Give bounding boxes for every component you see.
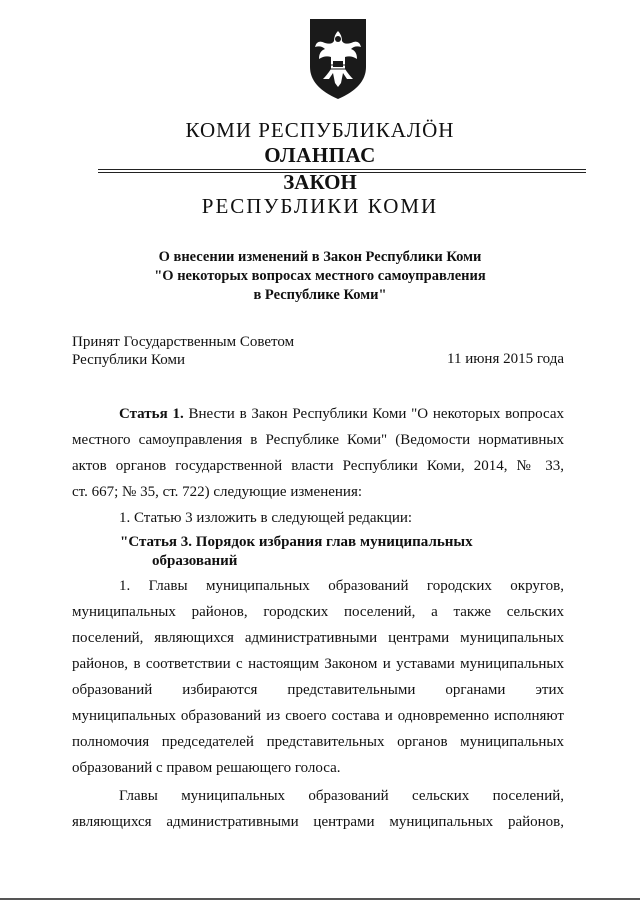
scan-edge	[0, 898, 640, 900]
republic-title: РЕСПУБЛИКИ КОМИ	[201, 194, 439, 218]
paragraph-line: муниципальных образований из своего состава и одновременно исполняют	[72, 708, 564, 724]
article-3-paragraph-1	[72, 573, 564, 781]
adoption-line: Принят Государственным Советом	[72, 334, 295, 350]
paragraph-line: муниципальных районов, городских поселений, а также сельских	[72, 604, 564, 620]
zakon-title: ЗАКОН	[283, 170, 357, 194]
article-1	[72, 401, 564, 531]
komi-language-republic-title: КОМИ РЕСПУБЛИКАЛӦН	[185, 118, 455, 142]
paragraph-line: образований избираются представительными органами этих	[72, 682, 564, 698]
article-3-heading	[120, 533, 473, 571]
paragraph-line: 1. Главы муниципальных образований городских округов,	[119, 578, 564, 594]
article-1-line: актов органов государственной власти Республики Коми, 2014, № 33,	[72, 458, 564, 474]
article-1-text: Внести в Закон Республики Коми "О некоторых вопросах	[183, 406, 564, 422]
paragraph-line: районов, в соответствии с настоящим Законом и уставами муниципальных	[72, 656, 564, 672]
law-subject	[0, 248, 640, 305]
article-3-paragraph-2	[72, 783, 564, 835]
article-1-line	[72, 401, 564, 427]
amendment-item-1: 1. Статью 3 изложить в следующей редакции:	[119, 510, 413, 526]
subject-line: О внесении изменений в Закон Республики Коми	[158, 249, 482, 265]
paragraph-line: образований с правом решающего голоса.	[72, 760, 341, 776]
subject-line: в Республике Коми"	[253, 287, 387, 303]
adoption-statement	[72, 333, 294, 369]
article-3-title-line: "Статья 3. Порядок избрания глав муниципальных	[120, 534, 473, 550]
paragraph-line: Главы муниципальных образований сельских поселений,	[119, 788, 564, 804]
paragraph-line: поселений, являющихся административными центрами муниципальных	[72, 630, 564, 646]
subject-line: "О некоторых вопросах местного самоуправления	[154, 268, 486, 284]
komi-coat-of-arms-icon	[307, 17, 369, 101]
article-1-line: ст. 667; № 35, ст. 722) следующие изменения:	[72, 484, 363, 500]
article-1-label: Статья 1.	[119, 406, 184, 422]
article-1-line: местного самоуправления в Республике Коми" (Ведомости нормативных	[72, 432, 564, 448]
adoption-date: 11 июня 2015 года	[447, 351, 564, 367]
adoption-line: Республики Коми	[72, 352, 185, 368]
paragraph-line: полномочия председателей представительных органов муниципальных	[72, 734, 564, 750]
olanpas-title: ОЛАНПАС	[264, 143, 376, 167]
paragraph-line: являющихся административными центрами муниципальных районов,	[72, 814, 564, 830]
article-3-title-line: образований	[152, 553, 238, 569]
